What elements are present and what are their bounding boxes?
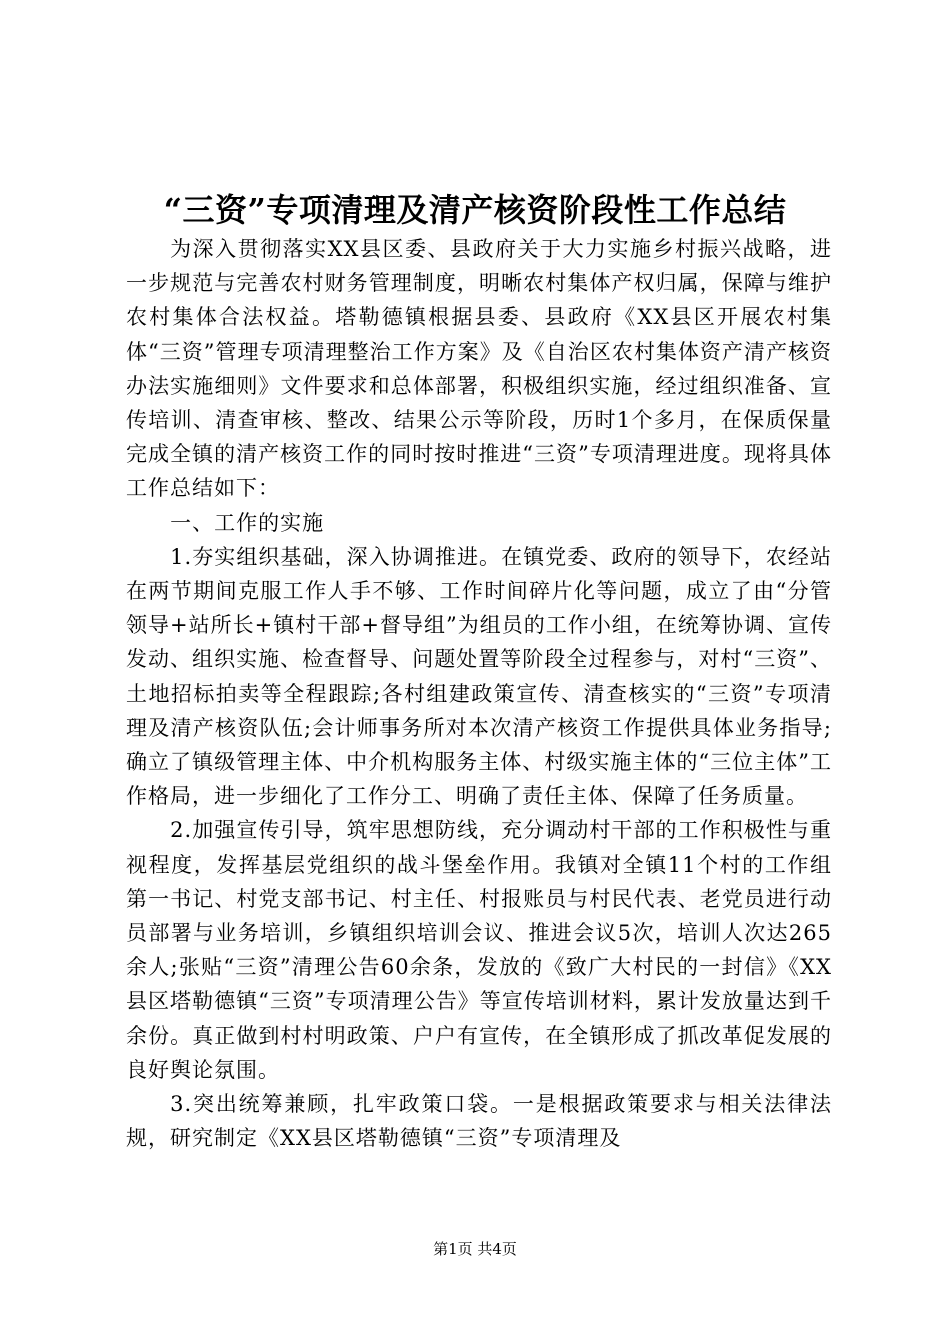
section-heading: 一、工作的实施 bbox=[170, 510, 325, 535]
body-paragraph-2: 2.加强宣传引导，筑牢思想防线，充分调动村干部的工作积极性与重视程度，发挥基层党组织的战斗堡垒作用。我镇对全镇11个村的工作组第一书记、村党支部书记、村主任、村报账员与村民代表、老党员进行动员部署与业务培训，乡镇组织培训会议、推进会议5次，培训人次达265余人;张贴“三资”清理公告60余条，发放的《致广大村民的一封信》《XX县区塔勒德镇“三资”专项清理公告》等宣传培训材料，累计发放量达到千余份。真正做到村村明政策、户户有宣传，在全镇形成了抓改革促发展的良好舆论氛围。 bbox=[126, 818, 832, 1082]
body-paragraph-3: 3.突出统筹兼顾，扎牢政策口袋。一是根据政策要求与相关法律法规，研究制定《XX县区塔勒德镇“三资”专项清理及 bbox=[126, 1092, 832, 1151]
intro-paragraph: 为深入贯彻落实XX县区委、县政府关于大力实施乡村振兴战略，进一步规范与完善农村财务管理制度，明晰农村集体产权归属，保障与维护农村集体合法权益。塔勒德镇根据县委、县政府《XX县区开展农村集体“三资”管理专项清理整治工作方案》及《自治区农村集体资产清产核资办法实施细则》文件要求和总体部署，积极组织实施，经过组织准备、宣传培训、清查审核、整改、结果公示等阶段，历时1个多月，在保质保量完成全镇的清产核资工作的同时按时推进“三资”专项清理进度。现将具体工作总结如下： bbox=[126, 237, 832, 501]
document-title: “三资”专项清理及清产核资阶段性工作总结 bbox=[163, 191, 787, 229]
document-body bbox=[126, 232, 832, 1155]
page-footer: 第1页 共4页 bbox=[433, 1240, 517, 1258]
body-paragraph-1: 1.夯实组织基础，深入协调推进。在镇党委、政府的领导下，农经站在两节期间克服工作人手不够、工作时间碎片化等问题，成立了由“分管领导+站所长+镇村干部+督导组”为组员的工作小组，在统筹协调、宣传发动、组织实施、检查督导、问题处置等阶段全过程参与，对村“三资”、土地招标拍卖等全程跟踪;各村组建政策宣传、清查核实的“三资”专项清理及清产核资队伍;会计师事务所对本次清产核资工作提供具体业务指导;确立了镇级管理主体、中介机构服务主体、村级实施主体的“三位主体”工作格局，进一步细化了工作分工、明确了责任主体、保障了任务质量。 bbox=[126, 544, 832, 809]
